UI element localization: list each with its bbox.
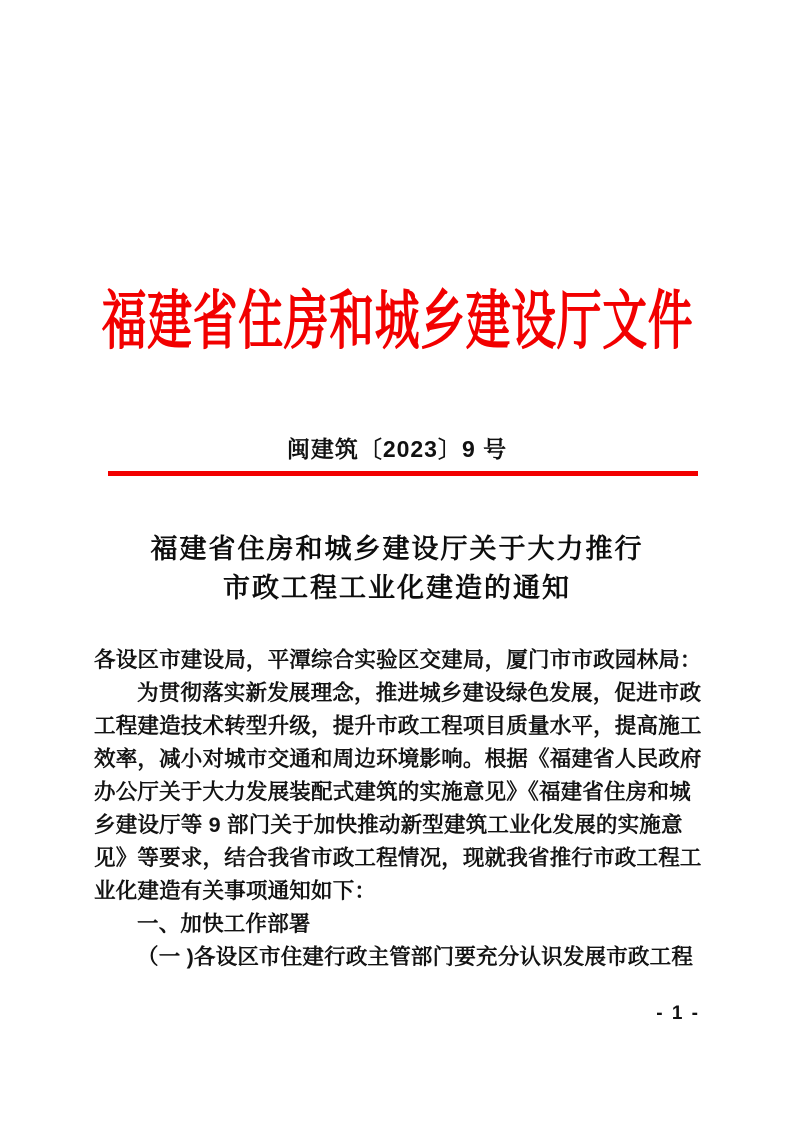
page-number: - 1 - [656,1003,700,1024]
body-line: 乡建设厅等 9 部门关于加快推动新型建筑工业化发展的实施意 [94,813,683,837]
red-divider-line [108,471,698,476]
body-line: 为贯彻落实新发展理念，推进城乡建设绿色发展，促进市政 [137,681,702,705]
body-line: 效率，减小对城市交通和周边环境影响。根据《福建省人民政府 [94,747,702,771]
section-heading: 一、加快工作部署 [137,912,311,936]
document-title [0,530,794,608]
body-line: 工程建造技术转型升级，提升市政工程项目质量水平，提高施工 [94,714,702,738]
letterhead-org-title: 福建省住房和城乡建设厅文件 [101,285,693,357]
body-line: （一 )各设区市住建行政主管部门要充分认识发展市政工程 [137,945,694,969]
document-body [94,644,704,974]
body-line: 业化建造有关事项通知如下： [94,879,377,903]
document-title-line2: 市政工程工业化建造的通知 [223,573,571,603]
salutation-line: 各设区市建设局，平潭综合实验区交建局，厦门市市政园林局： [94,648,702,672]
body-line: 办公厅关于大力发展装配式建筑的实施意见》《福建省住房和城 [94,780,691,804]
letterhead [0,272,794,360]
doc-number: 闽建筑〔2023〕9 号 [286,436,508,462]
document-title-line1: 福建省住房和城乡建设厅关于大力推行 [150,534,644,564]
body-line: 见》等要求，结合我省市政工程情况，现就我省推行市政工程工 [94,846,702,870]
